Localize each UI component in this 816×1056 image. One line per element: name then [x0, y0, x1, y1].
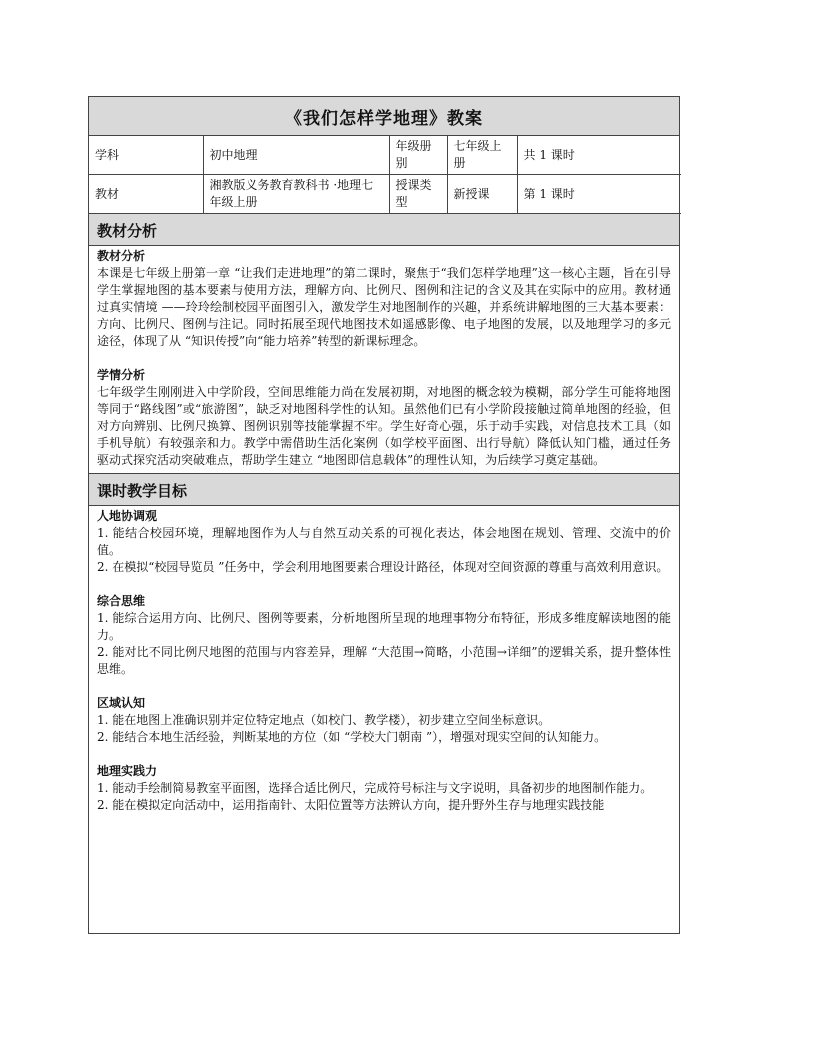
textbook-analysis-text: 本课是七年级上册第一章 “让我们走进地理”的第二课时，聚焦于“我们怎样学地理”这一核心主题，旨在引导学生掌握地图的基本要素与使用方法，理解方向、比例尺、图例和注记的含义及其在实际中的应用。教材通过真实情境 ——玲玲绘制校园平面图引入，激发学生对地图制作的兴趣，并系统讲解地图的三大基本要素：方向、比例尺、图例与注记。同时拓展至现代地图技术如遥感影像、电子地图的发展，以及地理学习的多元途径，体现了从 “知识传授”向“能力培养”转型的新课标理念。	[97, 266, 671, 348]
type-label: 授课类型	[389, 175, 447, 214]
objective-group	[97, 695, 671, 746]
objective-group	[97, 763, 671, 814]
objective-item: 2. 在模拟“校园导览员 ”任务中，学会利用地图要素合理设计路径，体现对空间资源的尊重与高效利用意识。	[97, 560, 669, 574]
objective-item: 2. 能结合本地生活经验，判断某地的方位（如 “学校大门朝南 ”），增强对现实空间的认知能力。	[97, 730, 607, 744]
type-value: 新授课	[447, 175, 517, 214]
objective-group-title: 区域认知	[97, 696, 146, 710]
objective-group-title: 综合思维	[97, 594, 146, 608]
textbook-value: 湘教版义务教育教科书 ·地理七年级上册	[203, 175, 389, 214]
analysis-heading: 教材分析	[89, 214, 679, 246]
objective-item: 2. 能在模拟定向活动中，运用指南针、太阳位置等方法辨认方向，提升野外生存与地理实践技能	[97, 798, 605, 812]
document-title: 《我们怎样学地理》教案	[89, 97, 679, 136]
lesson-plan-document	[88, 96, 680, 934]
objective-item: 1. 能综合运用方向、比例尺、图例等要素，分析地图所呈现的地理事物分布特征，形成多维度解读地图的能力。	[97, 611, 671, 642]
learner-analysis-title: 学情分析	[97, 368, 146, 382]
info-row-subject	[89, 136, 681, 175]
lesson-value: 第 1 课时	[517, 175, 681, 214]
objective-item: 1. 能动手绘制简易教室平面图，选择合适比例尺，完成符号标注与文字说明，具备初步的地图制作能力。	[97, 781, 653, 795]
objective-group	[97, 508, 671, 576]
learner-analysis-text: 七年级学生刚刚进入中学阶段，空间思维能力尚在发展初期，对地图的概念较为模糊，部分学生可能将地图等同于“路线图”或“旅游图”，缺乏对地图科学性的认知。虽然他们已有小学阶段接触过简单地图的经验，但对方向辨别、比例尺换算、图例识别等技能掌握不牢。学生好奇心强，乐于动手实践，对信息技术工具（如手机导航）有较强亲和力。教学中需借助生活化案例（如学校平面图、出行导航）降低认知门槛，通过任务驱动式探究活动突破难点，帮助学生建立 “地图即信息载体”的理性认知，为后续学习奠定基础。	[97, 385, 671, 467]
textbook-analysis-title: 教材分析	[97, 249, 146, 263]
objective-group	[97, 593, 671, 678]
analysis-section	[89, 246, 679, 474]
objective-group-title: 人地协调观	[97, 509, 158, 523]
subject-label: 学科	[89, 136, 203, 175]
grade-label: 年级册别	[389, 136, 447, 175]
objectives-heading: 课时教学目标	[89, 474, 679, 506]
hours-value: 共 1 课时	[517, 136, 681, 175]
objectives-section	[89, 506, 679, 818]
info-row-textbook	[89, 175, 681, 214]
subject-value: 初中地理	[203, 136, 389, 175]
objective-item: 1. 能在地图上准确识别并定位特定地点（如校门、教学楼），初步建立空间坐标意识。	[97, 713, 551, 727]
grade-value: 七年级上册	[447, 136, 517, 175]
objective-group-title: 地理实践力	[97, 764, 158, 778]
textbook-label: 教材	[89, 175, 203, 214]
objective-item: 2. 能对比不同比例尺地图的范围与内容差异，理解 “大范围→简略，小范围→详细”的逻辑关系，提升整体性思维。	[97, 645, 671, 676]
info-table	[89, 136, 681, 214]
objective-item: 1. 能结合校园环境，理解地图作为人与自然互动关系的可视化表达，体会地图在规划、管理、交流中的价值。	[97, 526, 671, 557]
